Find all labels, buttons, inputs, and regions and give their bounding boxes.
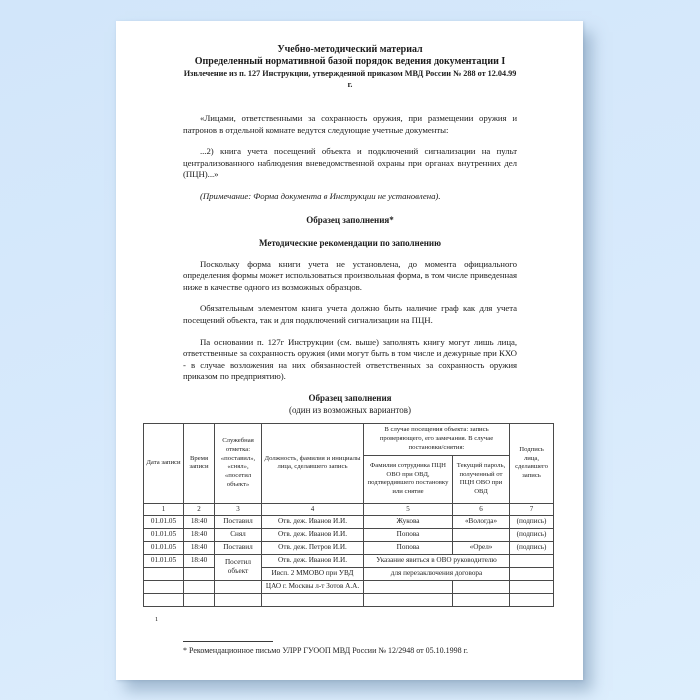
col-number: 4 [262,503,364,515]
th-current-password: Текущий пароль, полученный от ПЦН ОВО при ОВД [453,455,510,503]
cell-mark: Поставил [215,541,262,554]
document-page [116,21,583,680]
cell-officer: Попова [364,541,453,554]
heading-sample-filling: Образец заполнения* [306,214,394,225]
doc-subtitle-extract: Извлечение из п. 127 Инструкции, утвержденной приказом МВД России № 288 от 12.04.99 г. [183,69,517,89]
th-record-date: Дата записи [144,423,184,503]
cell-mark [215,580,262,593]
cell-mark: Снял [215,528,262,541]
doc-title-line1: Учебно-методический материал [277,44,423,55]
cell-signature: (подпись) [510,515,554,528]
cell-signature [510,567,554,580]
cell-signature: (подпись) [510,541,554,554]
cell-signature: (подпись) [510,528,554,541]
cell-person: Отв. деж. Иванов И.И. [262,528,364,541]
table-header-row-1 [144,423,554,455]
cell-mark-visited-object: Посетил объект [215,554,262,580]
heading-method-recommendations: Методические рекомендации по заполнению [259,237,441,248]
paragraph-quote-2: ...2) книга учета посещений объекта и подключений сигнализации на пульт централизованного наблюдения вневедомственной охраны при органах внутренних дел (ПЦН)...» [183,146,517,180]
cell-time: 18:40 [184,541,215,554]
th-service-mark: Служебная отметка: «поставил», «снял», «посетил объект» [215,423,262,503]
paragraph-quote-1: «Лицами, ответственными за сохранность оружия, при размещении оружия и патронов в отдельной комнате ведутся следующие учетные документы: [183,113,517,135]
cell-officer: Жукова [364,515,453,528]
table-row [144,580,554,593]
cell-mark: Поставил [215,515,262,528]
th-record-time: Время записи [184,423,215,503]
cell-time [184,593,215,606]
col-number: 7 [510,503,554,515]
cell-time: 18:40 [184,515,215,528]
cell-officer [364,580,453,593]
footnote [183,641,523,656]
cell-remark-line2: для перезаключения договора [364,567,510,580]
cell-date [144,567,184,580]
table-row [144,593,554,606]
cell-signature [510,580,554,593]
cell-remark-line1: Указание явиться в ОВО руководителю [364,554,510,567]
cell-date: 01.01.05 [144,528,184,541]
th-signature: Подпись лица, сделавшего запись [510,423,554,503]
cell-person: Отв. деж. Петров И.И. [262,541,364,554]
cell-time [184,580,215,593]
table-row [144,541,554,554]
col-number: 1 [144,503,184,515]
cell-password [453,593,510,606]
cell-person: Отв. деж. Иванов И.И. [262,554,364,567]
paragraph-note: (Примечание: Форма документа в Инструкции не установлена). [200,190,441,201]
sample-table-title: Образец заполнения [308,392,392,403]
doc-title-line2: Определенный нормативной базой порядок ведения документации I [194,56,506,67]
cell-date [144,580,184,593]
cell-time [184,567,215,580]
th-officer-surname: Фамилия сотрудника ПЦН ОВО при ОВД, подтвердившего постановку или снятие [364,455,453,503]
cell-officer: Попова [364,528,453,541]
footnote-separator-rule [183,641,273,642]
table-row [144,567,554,580]
th-group-visit-or-setting: В случае посещения объекта: запись проверяющего, его замечания. В случае постановки/снятия: [364,423,510,455]
document-text-column [183,21,517,416]
col-number: 2 [184,503,215,515]
paragraph-body-1: Поскольку форма книги учета не установлена, до момента официального определения формы может использоваться произвольная форма, в том числе приведенная ниже в качестве одного из возможных образцов. [183,258,517,292]
cell-time: 18:40 [184,554,215,567]
cell-person: Отв. деж. Иванов И.И. [262,515,364,528]
col-number: 5 [364,503,453,515]
table-row [144,554,554,567]
col-number: 3 [215,503,262,515]
table-column-number-row [144,503,554,515]
cell-password [453,580,510,593]
cell-person: Ивсп. 2 ММОВО при УВД [262,567,364,580]
th-position-name: Должность, фамилия и инициалы лица, сделавшего запись [262,423,364,503]
cell-officer [364,593,453,606]
cell-mark [215,593,262,606]
footnote-text: * Рекомендационное письмо УЛРР ГУООП МВД России № 12/2948 от 05.10.1998 г. [183,646,468,655]
cell-date [144,593,184,606]
page-number: 1 [155,615,159,623]
paragraph-body-2: Обязательным элементом книга учета должно быть наличие граф как для учета посещений объекта, так и для подключений сигнализации на ПЦН. [183,303,517,325]
cell-time: 18:40 [184,528,215,541]
cell-person: ЦАО г. Москвы л-т Зотов А.А. [262,580,364,593]
sample-record-book-table [143,423,554,607]
cell-date: 01.01.05 [144,515,184,528]
col-number: 6 [453,503,510,515]
table-row [144,528,554,541]
cell-date: 01.01.05 [144,541,184,554]
cell-password: «Орел» [453,541,510,554]
sample-table-subtitle: (один из возможных вариантов) [288,404,412,415]
cell-signature [510,554,554,567]
cell-person [262,593,364,606]
cell-signature [510,593,554,606]
cell-date: 01.01.05 [144,554,184,567]
cell-password [453,528,510,541]
paragraph-body-3: Па основании п. 127г Инструкции (см. выше) заполнять книгу могут лишь лица, ответственные за сохранность оружия (ими могут быть в том числе и дежурные при КХО - в случае возложения на них обязанностей ответственных за сохранность оружия приказом по предприятию). [183,336,517,382]
cell-password: «Вологда» [453,515,510,528]
table-row [144,515,554,528]
